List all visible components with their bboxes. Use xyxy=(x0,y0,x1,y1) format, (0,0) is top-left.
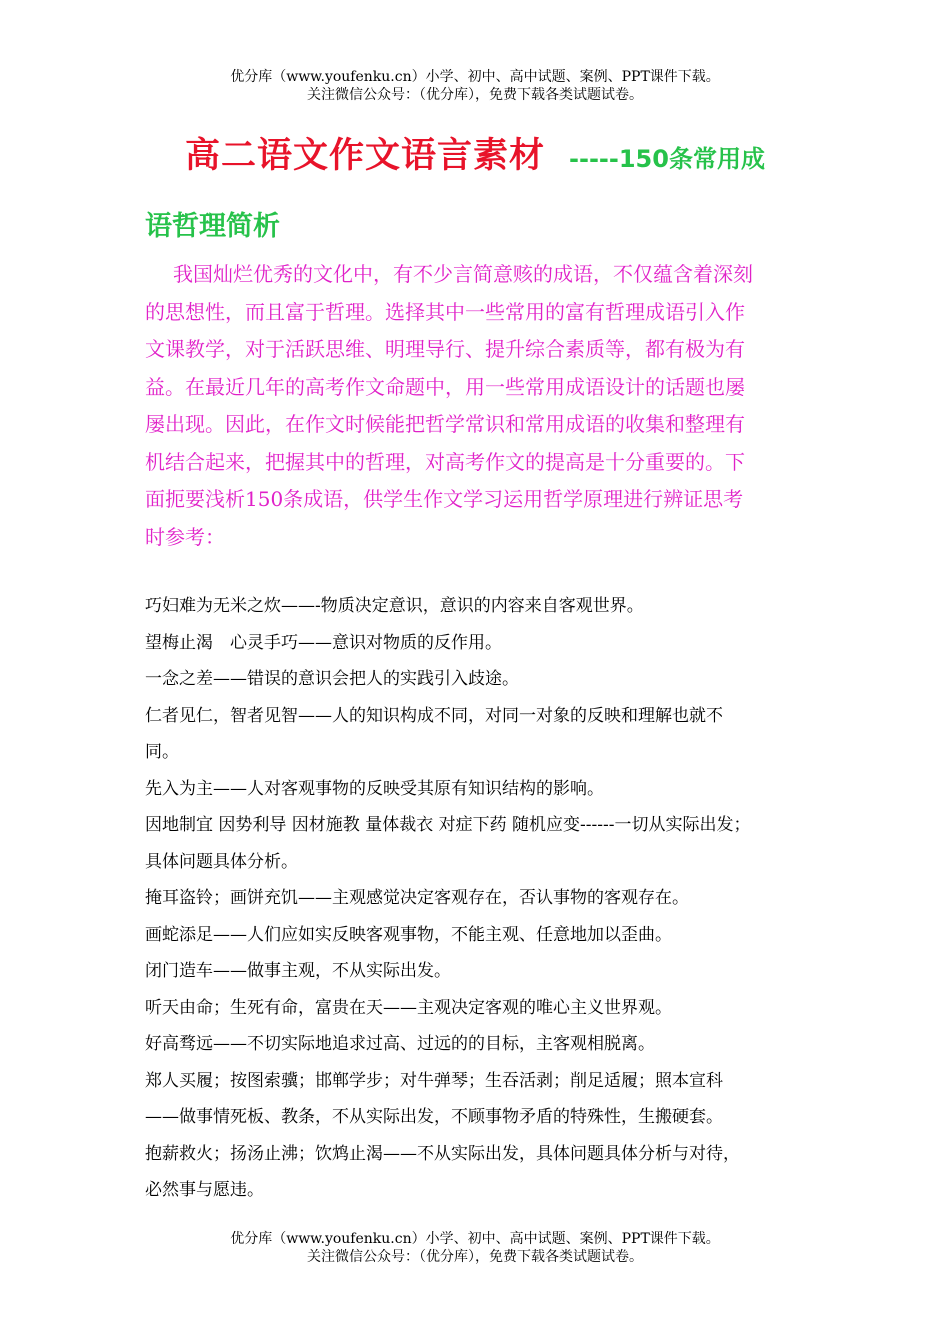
list-item: 听天由命；生死有命，富贵在天——主观决定客观的唯心主义世界观。 xyxy=(145,997,672,1018)
idiom-list xyxy=(145,588,825,1209)
list-item: ——做事情死板、教条，不从实际出发，不顾事物矛盾的特殊性，生搬硬套。 xyxy=(145,1107,723,1127)
intro-line: 屡出现。因此，在作文时候能把哲学常识和常用成语的收集和整理有 xyxy=(145,412,745,436)
intro-line: 益。在最近几年的高考作文命题中，用一些常用成语设计的话题也屡 xyxy=(145,374,745,399)
list-item: 闭门造车——做事主观，不从实际出发。 xyxy=(145,961,451,981)
list-item: 一念之差——错误的意识会把人的实践引入歧途。 xyxy=(145,669,519,689)
section-heading: 语哲理简析 xyxy=(145,211,280,242)
intro-line: 面扼要浅析150条成语，供学生作文学习运用哲学原理进行辨证思考 xyxy=(145,487,744,511)
list-item: 必然事与愿违。 xyxy=(145,1180,264,1200)
intro-line: 机结合起来，把握其中的哲理，对高考作文的提高是十分重要的。下 xyxy=(145,449,745,474)
list-item: 巧妇难为无米之炊——-物质决定意识，意识的内容来自客观世界。 xyxy=(145,596,644,616)
document-title xyxy=(0,128,950,178)
intro-paragraph xyxy=(145,256,805,556)
list-item: 因地制宜 因势利导 因材施教 量体裁衣 对症下药 随机应变------一切从实际出发； xyxy=(145,815,751,835)
intro-line: 文课教学，对于活跃思维、明理导行、提升综合素质等，都有极为有 xyxy=(145,337,745,361)
list-item: 仁者见仁，智者见智——人的知识构成不同，对同一对象的反映和理解也就不 xyxy=(145,705,723,726)
intro-line: 的思想性，而且富于哲理。选择其中一些常用的富有哲理成语引入作 xyxy=(145,299,745,324)
intro-line: 时参考： xyxy=(145,524,225,549)
list-item: 具体问题具体分析。 xyxy=(145,851,298,872)
title-sub: -----150条常用成 xyxy=(569,145,765,173)
list-item: 同。 xyxy=(145,742,179,762)
list-item: 抱薪救火；扬汤止沸；饮鸩止渴——不从实际出发，具体问题具体分析与对待， xyxy=(145,1143,740,1164)
page-footer-line1: 优分库（www.youfenku.cn）小学、初中、高中试题、案例、PPT课件下载。 xyxy=(230,1231,720,1247)
list-item: 望梅止渴 心灵手巧——意识对物质的反作用。 xyxy=(145,632,502,653)
page-footer-line2: 关注微信公众号：（优分库），免费下载各类试题试卷。 xyxy=(307,1249,643,1265)
list-item: 好高骛远——不切实际地追求过高、过远的的目标，主客观相脱离。 xyxy=(145,1034,655,1054)
list-item: 画蛇添足——人们应如实反映客观事物，不能主观、任意地加以歪曲。 xyxy=(145,924,672,945)
list-item: 掩耳盗铃；画饼充饥——主观感觉决定客观存在，否认事物的客观存在。 xyxy=(145,888,689,908)
page-header-line2: 关注微信公众号：（优分库），免费下载各类试题试卷。 xyxy=(307,87,643,103)
page-header-line1: 优分库（www.youfenku.cn）小学、初中、高中试题、案例、PPT课件下载。 xyxy=(230,69,720,85)
title-main: 高二语文作文语言素材 xyxy=(185,136,546,176)
intro-line: 我国灿烂优秀的文化中，有不少言简意赅的成语，不仅蕴含着深刻 xyxy=(173,262,753,286)
list-item: 郑人买履；按图索骥；邯郸学步；对牛弹琴；生吞活剥；削足适履；照本宣科 xyxy=(145,1070,723,1091)
list-item: 先入为主——人对客观事物的反映受其原有知识结构的影响。 xyxy=(145,778,604,799)
